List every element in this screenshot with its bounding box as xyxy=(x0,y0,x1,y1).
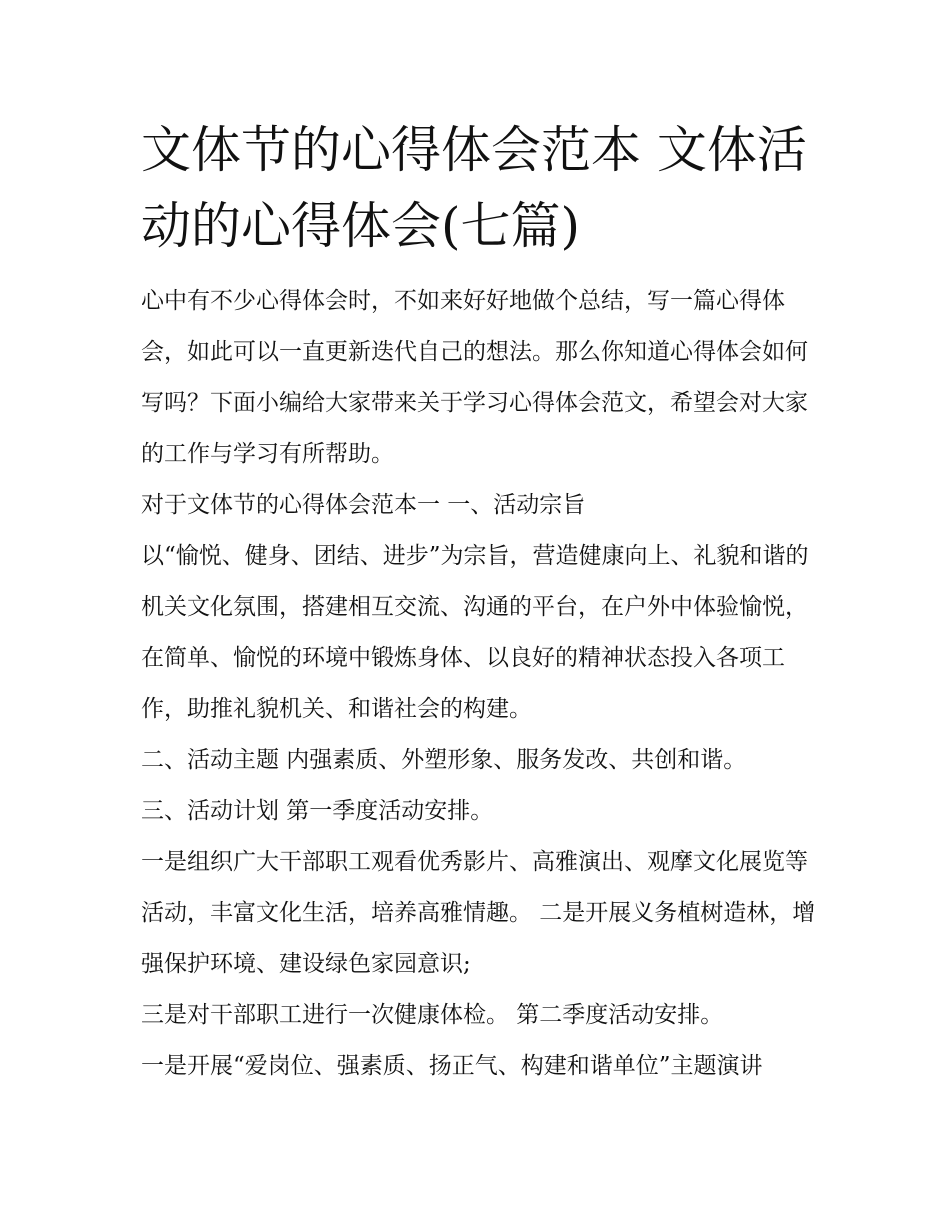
document-body xyxy=(141,276,821,1092)
paragraph-section-heading: 对于文体节的心得体会范本一 一、活动宗旨 xyxy=(141,492,586,518)
paragraph-purpose: 以“愉悦、健身、团结、进步”为宗旨，营造健康向上、礼貌和谐的机关文化氛围，搭建相互交流、沟通的平台，在户外中体验愉悦，在简单、愉悦的环境中锻炼身体、以良好的精神状态投入各项工作，助推礼貌机关、和谐社会的构建。 xyxy=(141,543,809,722)
paragraph-intro: 心中有不少心得体会时，不如来好好地做个总结，写一篇心得体会，如此可以一直更新迭代自己的想法。那么你知道心得体会如何写吗？下面小编给大家带来关于学习心得体会范文，希望会对大家的工作与学习有所帮助。 xyxy=(141,288,808,467)
paragraph-q1-checkup: 三是对干部职工进行一次健康体检。 第二季度活动安排。 xyxy=(141,1002,724,1028)
paragraph-plan: 三、活动计划 第一季度活动安排。 xyxy=(141,798,494,824)
paragraph-theme: 二、活动主题 内强素质、外塑形象、服务发改、共创和谐。 xyxy=(141,747,747,773)
paragraph-q2-activities: 一是开展“爱岗位、强素质、扬正气、构建和谐单位”主题演讲 xyxy=(141,1053,763,1079)
document-title: 文体节的心得体会范本 文体活动的心得体会(七篇) xyxy=(141,121,807,255)
paragraph-q1-activities: 一是组织广大干部职工观看优秀影片、高雅演出、观摩文化展览等活动，丰富文化生活，培养高雅情趣。 二是开展义务植树造林，增强保护环境、建设绿色家园意识; xyxy=(141,849,816,977)
